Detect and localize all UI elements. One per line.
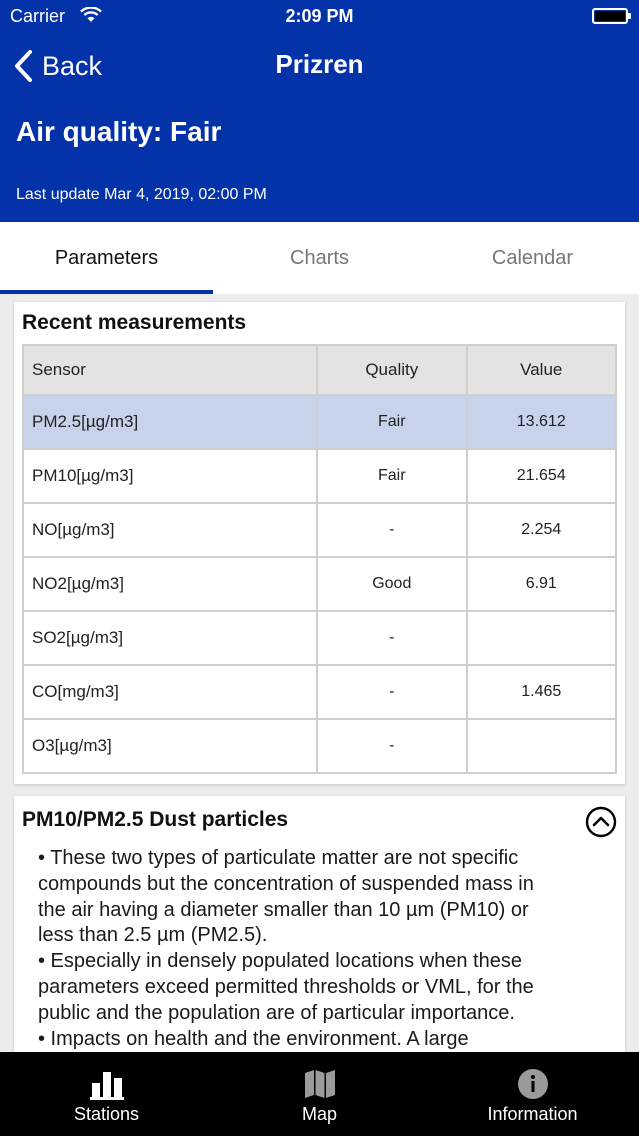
- info-icon: [516, 1068, 550, 1100]
- header: [0, 0, 639, 222]
- description-line: • These two types of particulate matter are not specific: [38, 847, 519, 869]
- recent-measurements-title: Recent measurements: [22, 311, 247, 334]
- bar-chart-icon: [90, 1068, 124, 1100]
- bottom-tab-stations[interactable]: [0, 1052, 213, 1136]
- status-bar: [0, 0, 639, 32]
- description-line: • Especially in densely populated locations when these: [38, 950, 522, 973]
- description-line: less than 2.5 µm (PM2.5).: [38, 924, 268, 947]
- bottom-tab-label: Map: [301, 1104, 337, 1124]
- tab-charts[interactable]: Charts: [290, 246, 349, 269]
- active-tab-indicator: [0, 290, 213, 294]
- last-update-text: Last update Mar 4, 2019, 02:00 PM: [16, 186, 267, 203]
- sensor-cell: PM10[µg/m3]: [23, 449, 317, 503]
- bottom-tab-information[interactable]: [426, 1052, 639, 1136]
- value-cell: 6.91: [467, 557, 616, 611]
- table-row[interactable]: [23, 719, 616, 773]
- table-row[interactable]: [23, 449, 616, 503]
- description-line: the air having a diameter smaller than 10 µm (PM10) or: [38, 898, 529, 921]
- tab-bar: [0, 222, 639, 294]
- measurements-table: [22, 344, 617, 774]
- quality-cell: -: [317, 503, 466, 557]
- value-cell: 13.612: [467, 395, 616, 449]
- table-header-row: [23, 345, 616, 395]
- recent-measurements-card: [14, 302, 625, 784]
- quality-cell: Fair: [317, 449, 466, 503]
- tab-calendar[interactable]: Calendar: [491, 246, 574, 269]
- column-header-value: Value: [467, 345, 616, 395]
- value-cell: [467, 611, 616, 665]
- value-cell: 2.254: [467, 503, 616, 557]
- sensor-cell: NO[µg/m3]: [23, 503, 317, 557]
- quality-cell: -: [317, 611, 466, 665]
- sensor-cell: CO[mg/m3]: [23, 665, 317, 719]
- map-icon: [303, 1068, 337, 1100]
- table-row[interactable]: [23, 557, 616, 611]
- value-cell: 21.654: [467, 449, 616, 503]
- tab-parameters[interactable]: Parameters: [54, 246, 159, 269]
- quality-cell: Good: [317, 557, 466, 611]
- bottom-tab-map[interactable]: [213, 1052, 426, 1136]
- dust-particles-title: PM10/PM2.5 Dust particles: [22, 808, 289, 831]
- sensor-cell: SO2[µg/m3]: [23, 611, 317, 665]
- table-row[interactable]: [23, 503, 616, 557]
- quality-cell: -: [317, 719, 466, 773]
- quality-cell: Fair: [317, 395, 466, 449]
- value-cell: 1.465: [467, 665, 616, 719]
- dust-particles-description: [38, 846, 613, 1052]
- back-label: Back: [42, 50, 103, 81]
- bottom-tab-bar: [0, 1052, 639, 1136]
- description-line: • Impacts on health and the environment. A large: [38, 1027, 469, 1050]
- quality-cell: -: [317, 665, 466, 719]
- status-time: 2:09 PM: [285, 6, 354, 26]
- carrier-label: Carrier: [10, 6, 66, 26]
- table-row[interactable]: [23, 665, 616, 719]
- description-line: compounds but the concentration of suspended mass in: [38, 872, 534, 895]
- sensor-cell: NO2[µg/m3]: [23, 557, 317, 611]
- column-header-quality: Quality: [317, 345, 466, 395]
- table-row[interactable]: [23, 611, 616, 665]
- air-quality-status: Air quality: Fair: [16, 116, 222, 147]
- description-line: public and the population are of particular importance.: [38, 1001, 515, 1024]
- sensor-cell: PM2.5[µg/m3]: [23, 395, 317, 449]
- bottom-tab-label: Stations: [73, 1104, 140, 1124]
- column-header-sensor: Sensor: [23, 345, 317, 395]
- sensor-cell: O3[µg/m3]: [23, 719, 317, 773]
- page-title: Prizren: [275, 49, 364, 79]
- battery-icon: [592, 8, 628, 24]
- value-cell: [467, 719, 616, 773]
- chevron-up-circle-icon[interactable]: [585, 806, 617, 838]
- bottom-tab-label: Information: [487, 1104, 578, 1124]
- description-line: parameters exceed permitted thresholds or VML, for the: [38, 975, 534, 998]
- table-row[interactable]: [23, 395, 616, 449]
